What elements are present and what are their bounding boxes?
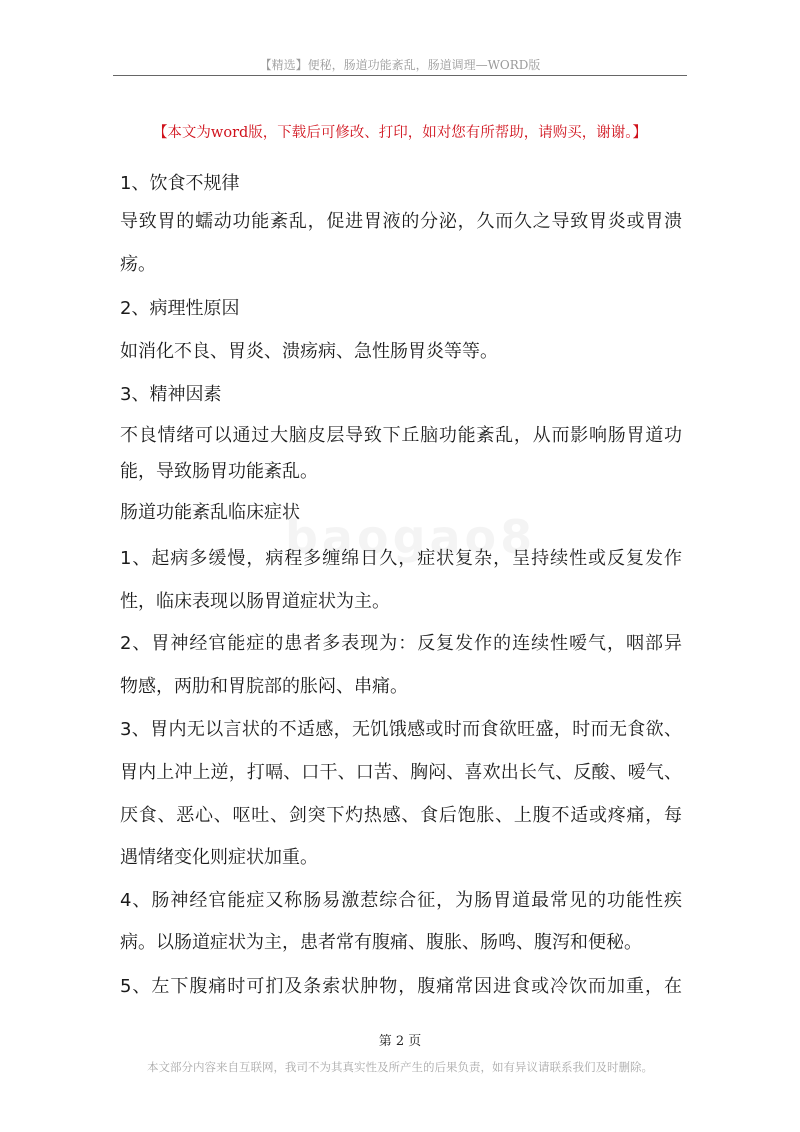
section-heading: 3、精神因素 [120, 384, 222, 405]
paragraph-line: 厌食、恶心、呕吐、剑突下灼热感、食后饱胀、上腹不适或疼痛，每 [120, 805, 682, 826]
paragraph-line: 遇情绪变化则症状加重。 [120, 847, 318, 868]
section-heading: 1、饮食不规律 [120, 173, 240, 194]
page-footer: 本文部分内容来自互联网，我司不为其真实性及所产生的后果负责，如有异议请联系我们及时删除。 [147, 1060, 653, 1074]
paragraph-line: 3、胃内无以言状的不适感，无饥饿感或时而食欲旺盛，时而无食欲、 [120, 719, 682, 740]
paragraph-line: 导致胃的蠕动功能紊乱，促进胃液的分泌，久而久之导致胃炎或胃溃 [120, 211, 682, 232]
paragraph-line: 不良情绪可以通过大脑皮层导致下丘脑功能紊乱，从而影响肠胃道功 [120, 425, 682, 446]
paragraph-line: 病。以肠道症状为主，患者常有腹痛、腹胀、肠鸣、腹泻和便秘。 [120, 932, 642, 953]
paragraph-line: 能，导致肠胃功能紊乱。 [120, 461, 318, 482]
page-number: 第 2 页 [378, 1034, 422, 1049]
header-divider [113, 75, 687, 76]
paragraph-line: 物感，两肋和胃脘部的胀闷、串痛。 [120, 676, 408, 697]
paragraph-line: 5、左下腹痛时可扪及条索状肿物，腹痛常因进食或冷饮而加重，在 [120, 976, 682, 997]
paragraph-line: 疡。 [120, 254, 156, 275]
purchase-notice: 【本文为word版，下载后可修改、打印，如对您有所帮助，请购买，谢谢。】 [152, 125, 648, 141]
section-heading: 2、病理性原因 [120, 298, 240, 319]
paragraph-line: 胃内上冲上逆，打嗝、口干、口苦、胸闷、喜欢出长气、反酸、嗳气、 [120, 762, 682, 783]
paragraph-line: 如消化不良、胃炎、溃疡病、急性肠胃炎等等。 [120, 341, 498, 362]
paragraph-line: 4、肠神经官能症又称肠易激惹综合征，为肠胃道最常见的功能性疾 [120, 890, 682, 911]
paragraph-line: 性，临床表现以肠胃道症状为主。 [120, 591, 390, 612]
paragraph-line: 1、起病多缓慢，病程多缠绵日久，症状复杂，呈持续性或反复发作 [120, 548, 682, 569]
paragraph-line: 2、胃神经官能症的患者多表现为：反复发作的连续性嗳气，咽部异 [120, 633, 682, 654]
section-heading: 肠道功能紊乱临床症状 [120, 502, 300, 523]
page-header: 【精选】便秘，肠道功能紊乱，肠道调理—WORD版 [259, 58, 541, 72]
